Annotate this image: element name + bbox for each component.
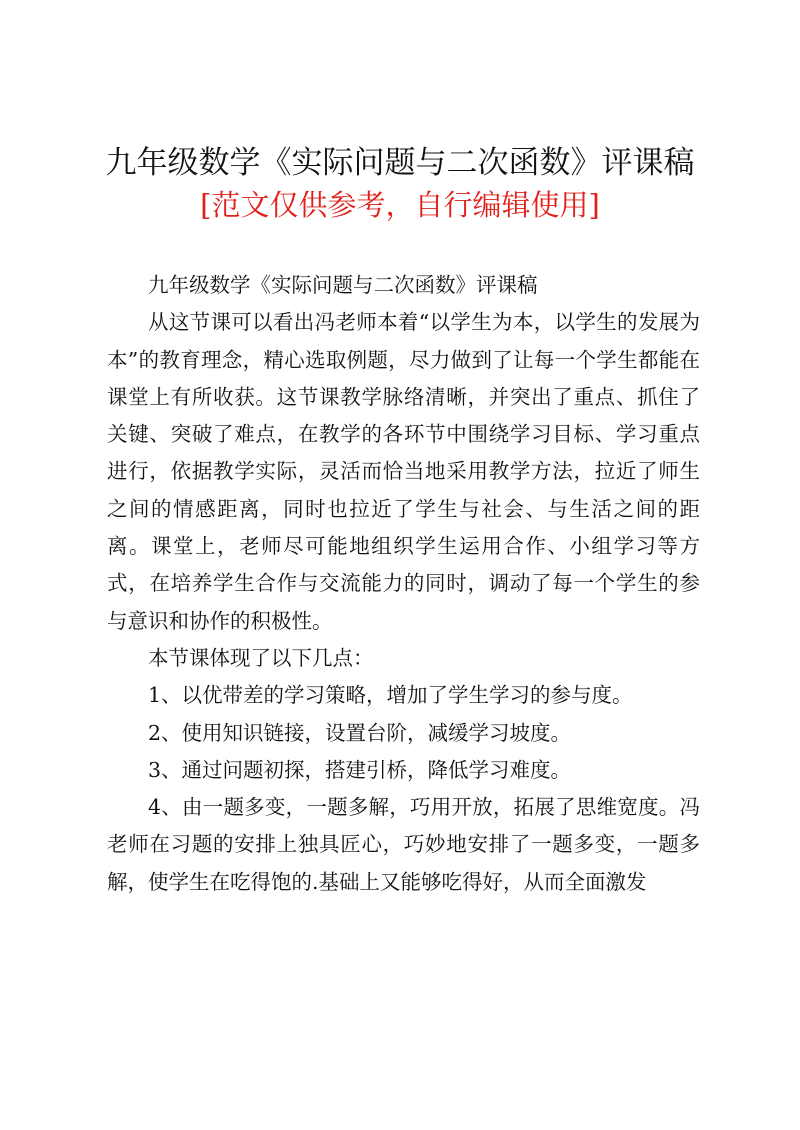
paragraph-intro-points: 本节课体现了以下几点： <box>148 645 374 670</box>
paragraph-heading: 九年级数学《实际问题与二次函数》评课稿 <box>148 273 538 297</box>
point-item-1: 1、以优带差的学习策略，增加了学生学习的参与度。 <box>148 683 633 708</box>
point-item-3: 3、通过问题初探，搭建引桥，降低学习难度。 <box>148 757 572 782</box>
document-body <box>107 267 700 901</box>
paragraph-main: 从这节课可以看出冯老师本着“以学生为本，以学生的发展为本”的教育理念，精心选取例题，尽力做到了让每一个学生都能在课堂上有所收获。这节课教学脉络清晰，并突出了重点、抓住了关键、突破了难点，在教学的各环节中围绕学习目标、学习重点进行，依据教学实际，灵活而恰当地采用教学方法，拉近了师生之间的情感距离，同时也拉近了学生与社会、与生活之间的距离。课堂上，老师尽可能地组织学生运用合作、小组学习等方式，在培养学生合作与交流能力的同时，调动了每一个学生的参与意识和协作的积极性。 <box>107 310 700 633</box>
document-subtitle: [范文仅供参考，自行编辑使用] <box>200 188 600 222</box>
point-item-2: 2、使用知识链接，设置台阶，减缓学习坡度。 <box>148 720 572 745</box>
point-item-4: 4、由一题多变，一题多解，巧用开放，拓展了思维宽度。冯老师在习题的安排上独具匠心，巧妙地安排了一题多变，一题多解，使学生在吃得饱的.基础上又能够吃得好，从而全面激发 <box>107 795 700 894</box>
document-title: 九年级数学《实际问题与二次函数》评课稿 <box>105 145 695 181</box>
